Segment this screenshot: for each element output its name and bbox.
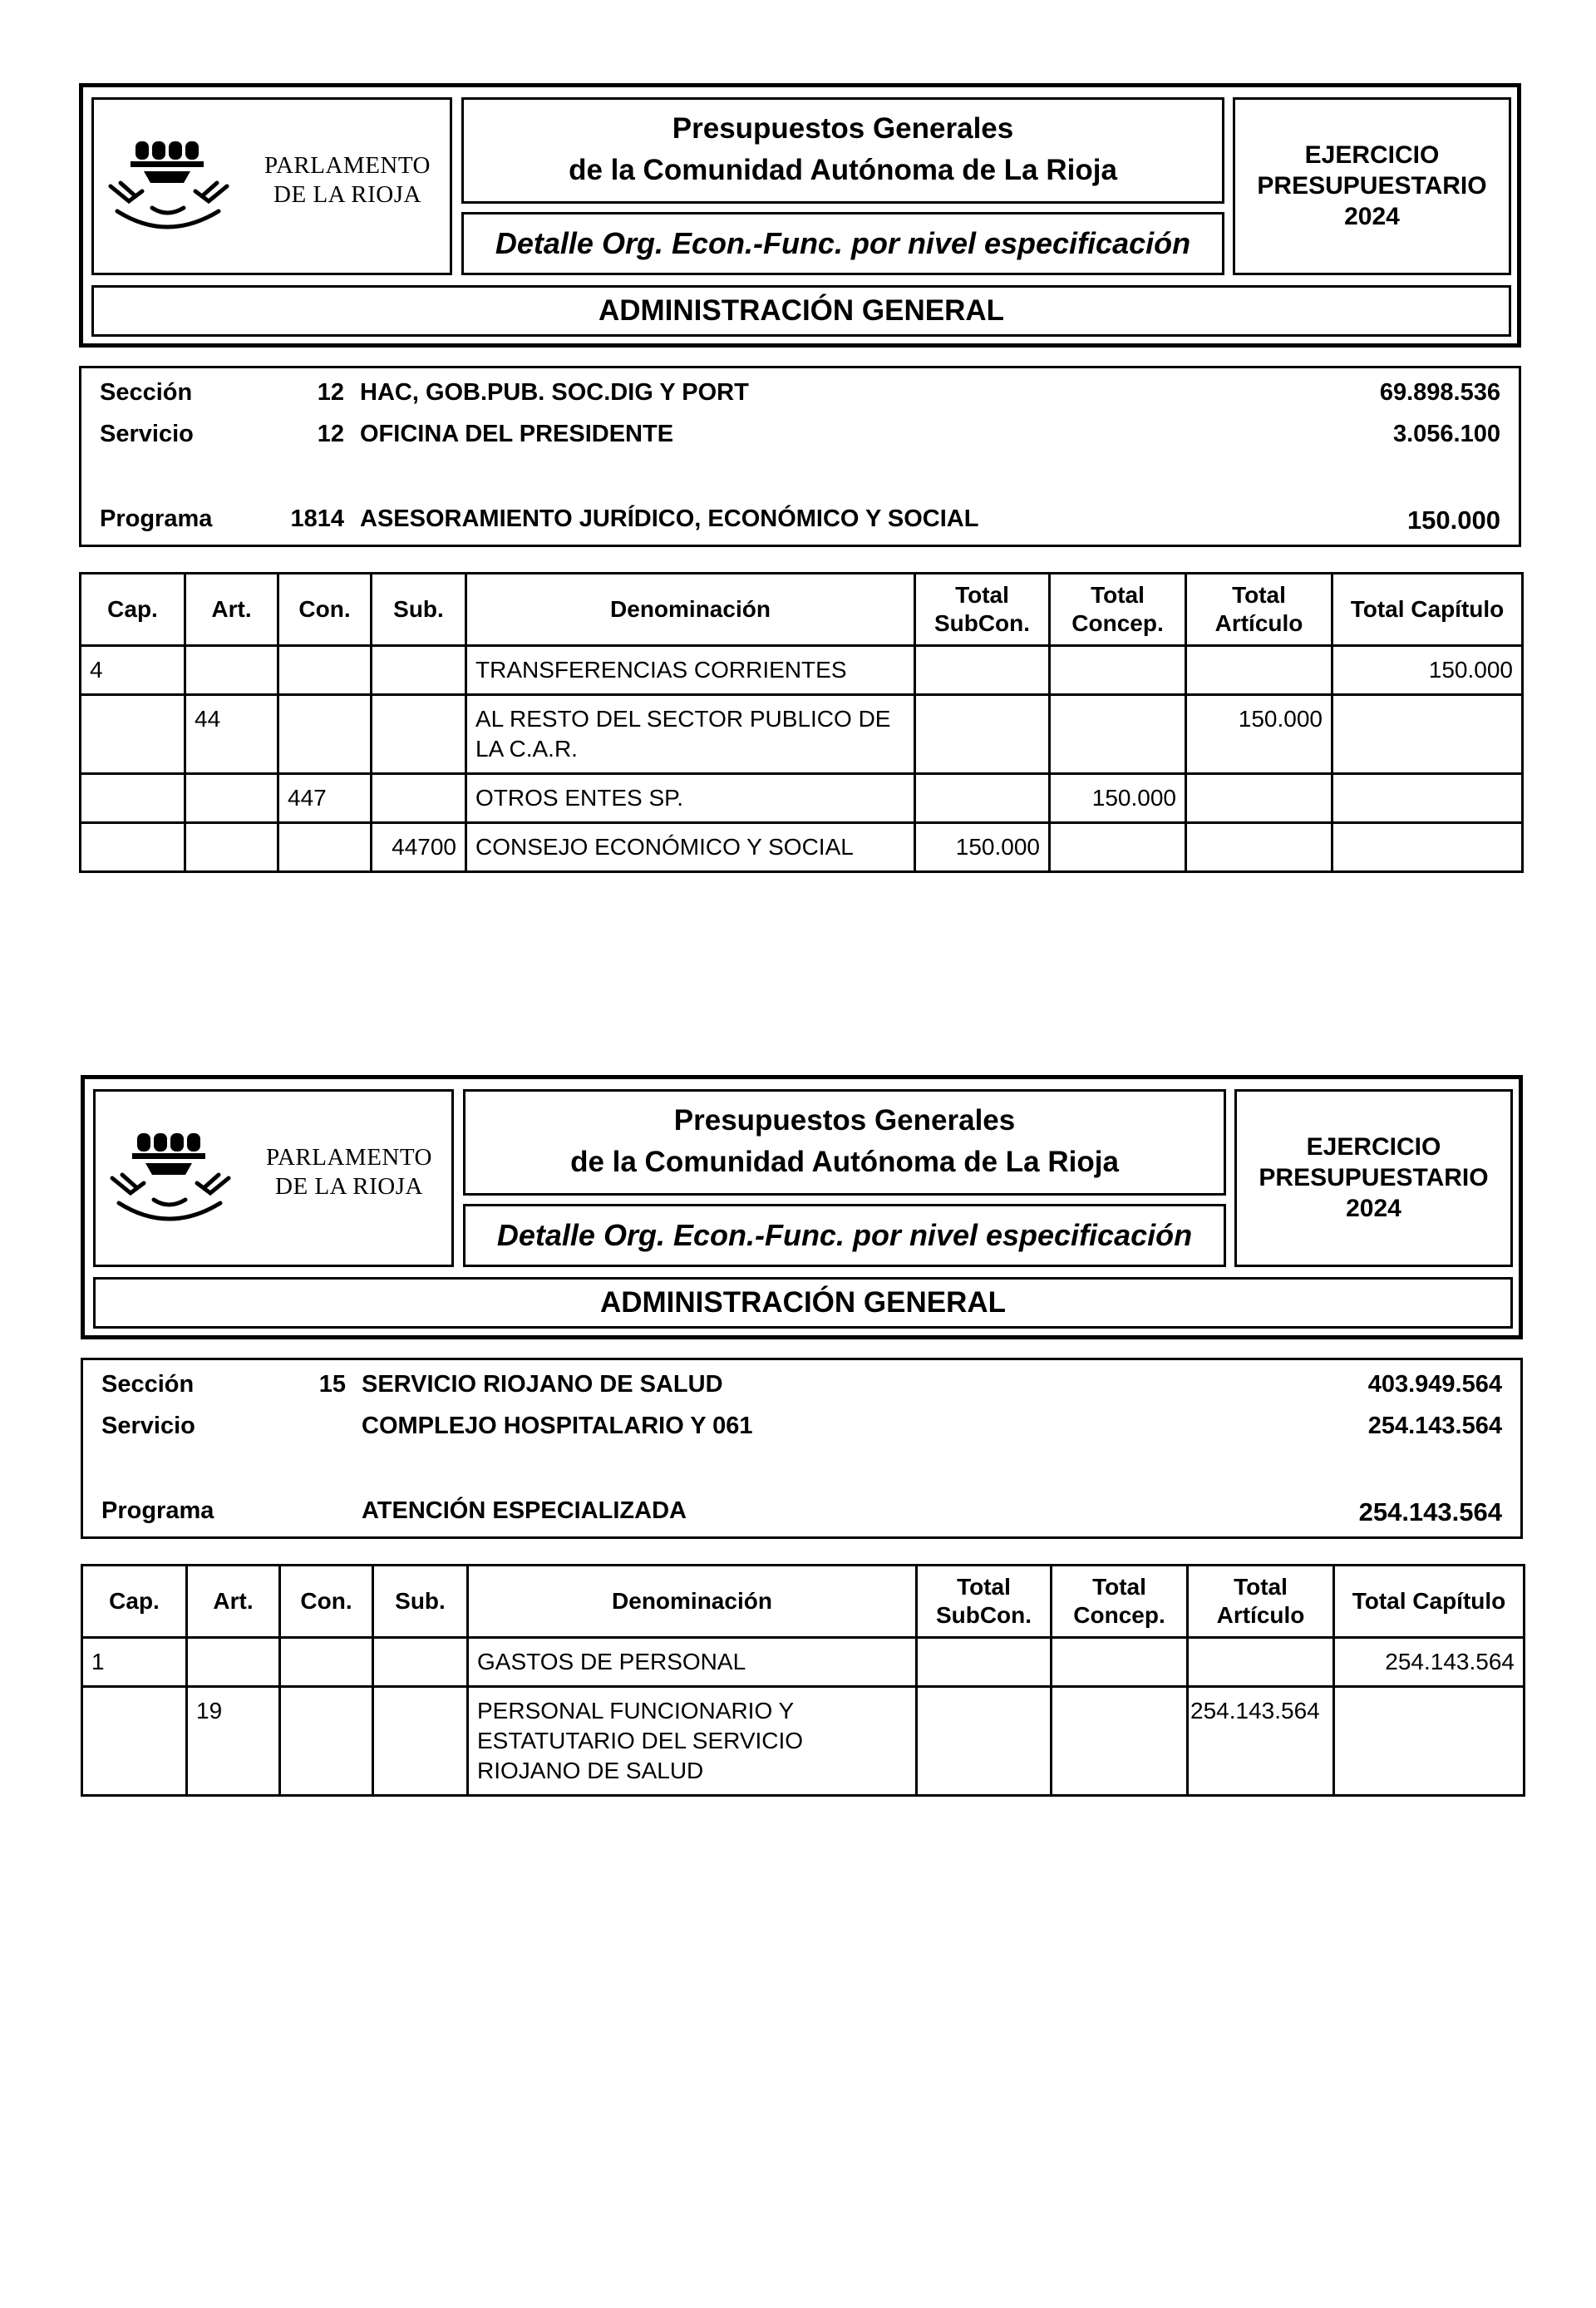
- cell-total-capitulo: 150.000: [1332, 646, 1523, 695]
- col-header-con: Con.: [278, 574, 372, 646]
- cell-con: [278, 646, 372, 695]
- budget-block-1: [79, 83, 1521, 873]
- cell-total-articulo: [1186, 774, 1332, 823]
- logo-text-line2: DE LA RIOJA: [273, 181, 421, 208]
- cell-denominacion: GASTOS DE PERSONAL: [468, 1638, 917, 1687]
- fiscal-year-box: [1233, 97, 1511, 275]
- title-line2: de la Comunidad Autónoma de La Rioja: [569, 154, 1117, 186]
- cell-sub: [372, 695, 466, 774]
- col-header-denominacion: Denominación: [466, 574, 915, 646]
- col-header-total-capitulo: Total Capítulo: [1332, 574, 1523, 646]
- programa-amount: 254.143.564: [1358, 1497, 1502, 1526]
- programa-label: Programa: [101, 1497, 214, 1524]
- cell-total-concep: [1052, 1687, 1188, 1796]
- cell-total-concep: [1050, 646, 1186, 695]
- subtitle-text: Detalle Org. Econ.-Func. por nivel especificación: [495, 226, 1191, 260]
- cell-cap: [82, 1687, 187, 1796]
- cell-con: [278, 823, 372, 872]
- cell-denominacion: CONSEJO ECONÓMICO Y SOCIAL: [466, 823, 915, 872]
- year-line1: EJERCICIO: [1306, 1133, 1441, 1161]
- cell-denominacion: PERSONAL FUNCIONARIO Y ESTATUTARIO DEL SERVICIO RIOJANO DE SALUD: [468, 1687, 917, 1796]
- document-title: [463, 1089, 1226, 1196]
- servicio-amount: 254.143.564: [1367, 1413, 1502, 1439]
- logo-text: [252, 151, 443, 210]
- col-header-art: Art.: [185, 574, 278, 646]
- logo-text: [254, 1143, 445, 1201]
- programa-label: Programa: [100, 505, 213, 532]
- subtitle-text: Detalle Org. Econ.-Func. por nivel especificación: [496, 1218, 1193, 1252]
- cell-con: 447: [278, 774, 372, 823]
- servicio-label: Servicio: [100, 421, 194, 447]
- cell-total-concep: [1052, 1638, 1188, 1687]
- seccion-code: 15: [318, 1371, 346, 1398]
- cell-total-articulo: [1188, 1638, 1334, 1687]
- cell-total-subcon: [915, 646, 1050, 695]
- servicio-amount: 3.056.100: [1392, 421, 1500, 447]
- document-subtitle: [461, 212, 1224, 275]
- table-row: [81, 646, 1523, 695]
- cell-art: [187, 1638, 280, 1687]
- cell-sub: 44700: [372, 823, 466, 872]
- col-header-art: Art.: [187, 1566, 280, 1638]
- servicio-name: OFICINA DEL PRESIDENTE: [360, 421, 674, 447]
- col-header-total-articulo: Total Artículo: [1188, 1566, 1334, 1638]
- cell-cap: [81, 774, 185, 823]
- seccion-name: HAC, GOB.PUB. SOC.DIG Y PORT: [360, 379, 749, 406]
- seccion-label: Sección: [101, 1371, 195, 1398]
- servicio-row: [81, 421, 1519, 454]
- table-row: [82, 1638, 1525, 1687]
- cell-art: [185, 774, 278, 823]
- cell-total-subcon: [915, 695, 1050, 774]
- servicio-name: COMPLEJO HOSPITALARIO Y 061: [362, 1413, 753, 1439]
- parliament-logo-icon: [104, 1127, 249, 1235]
- col-header-con: Con.: [280, 1566, 373, 1638]
- fiscal-year-box: [1234, 1089, 1513, 1267]
- logo-text-line2: DE LA RIOJA: [275, 1173, 423, 1200]
- title-line2: de la Comunidad Autónoma de La Rioja: [570, 1146, 1119, 1178]
- cell-con: [280, 1687, 373, 1796]
- cell-total-subcon: [917, 1638, 1052, 1687]
- year-line3: 2024: [1346, 1195, 1401, 1222]
- cell-total-subcon: [915, 774, 1050, 823]
- cell-total-articulo: 254.143.564: [1188, 1687, 1334, 1796]
- cell-con: [280, 1638, 373, 1687]
- col-header-total-subcon: Total SubCon.: [917, 1566, 1052, 1638]
- servicio-row: [83, 1413, 1520, 1446]
- admin-text: ADMINISTRACIÓN GENERAL: [598, 294, 1005, 327]
- cell-total-articulo: [1186, 823, 1332, 872]
- programa-name: ASESORAMIENTO JURÍDICO, ECONÓMICO Y SOCIAL: [360, 505, 979, 532]
- title-line1: Presupuestos Generales: [672, 112, 1014, 145]
- cell-denominacion: AL RESTO DEL SECTOR PUBLICO DE LA C.A.R.: [466, 695, 915, 774]
- col-header-denominacion: Denominación: [468, 1566, 917, 1638]
- admin-text: ADMINISTRACIÓN GENERAL: [599, 1286, 1007, 1319]
- cell-denominacion: TRANSFERENCIAS CORRIENTES: [466, 646, 915, 695]
- seccion-row: [81, 379, 1519, 412]
- table-header-row: [81, 574, 1523, 646]
- cell-cap: 1: [82, 1638, 187, 1687]
- table-row: [82, 1687, 1525, 1796]
- col-header-total-concep: Total Concep.: [1052, 1566, 1188, 1638]
- cell-art: [185, 646, 278, 695]
- cell-art: 44: [185, 695, 278, 774]
- cell-total-articulo: 150.000: [1186, 695, 1332, 774]
- cell-total-concep: [1050, 695, 1186, 774]
- col-header-cap: Cap.: [81, 574, 185, 646]
- document-subtitle: [463, 1204, 1226, 1267]
- col-header-total-articulo: Total Artículo: [1186, 574, 1332, 646]
- table-header-row: [82, 1566, 1525, 1638]
- cell-total-capitulo: [1332, 774, 1523, 823]
- col-header-total-concep: Total Concep.: [1050, 574, 1186, 646]
- admin-banner: [93, 1277, 1513, 1329]
- programa-amount: 150.000: [1406, 505, 1500, 535]
- cell-art: [185, 823, 278, 872]
- col-header-total-capitulo: Total Capítulo: [1334, 1566, 1525, 1638]
- year-line3: 2024: [1344, 203, 1400, 230]
- cell-sub: [373, 1687, 468, 1796]
- cell-sub: [372, 774, 466, 823]
- col-header-cap: Cap.: [82, 1566, 187, 1638]
- cell-art: 19: [187, 1687, 280, 1796]
- cell-sub: [372, 646, 466, 695]
- servicio-label: Servicio: [101, 1413, 195, 1439]
- cell-total-capitulo: [1332, 695, 1523, 774]
- servicio-code: 12: [317, 421, 344, 447]
- logo-cell: [91, 97, 452, 275]
- year-line2: PRESUPUESTARIO: [1259, 1164, 1489, 1191]
- parliament-logo-icon: [102, 135, 248, 243]
- cell-cap: [81, 823, 185, 872]
- year-line2: PRESUPUESTARIO: [1257, 172, 1487, 200]
- programa-code: 1814: [290, 505, 344, 532]
- cell-cap: 4: [81, 646, 185, 695]
- seccion-amount: 69.898.536: [1379, 379, 1500, 406]
- cell-cap: [81, 695, 185, 774]
- document-header: [81, 1075, 1523, 1339]
- budget-block-2: [81, 1075, 1523, 1797]
- logo-cell: [93, 1089, 454, 1267]
- seccion-code: 12: [317, 379, 344, 406]
- cell-con: [278, 695, 372, 774]
- cell-total-capitulo: 254.143.564: [1334, 1638, 1525, 1687]
- document-title: [461, 97, 1224, 204]
- cell-total-subcon: 150.000: [915, 823, 1050, 872]
- seccion-row: [83, 1371, 1520, 1404]
- document-header: [79, 83, 1521, 348]
- cell-total-articulo: [1186, 646, 1332, 695]
- cell-denominacion: OTROS ENTES SP.: [466, 774, 915, 823]
- org-info-box: [79, 366, 1521, 547]
- logo-text-line1: PARLAMENTO: [266, 1144, 432, 1171]
- seccion-label: Sección: [100, 379, 193, 406]
- cell-total-concep: 150.000: [1050, 774, 1186, 823]
- cell-total-capitulo: [1334, 1687, 1525, 1796]
- cell-total-concep: [1050, 823, 1186, 872]
- cell-sub: [373, 1638, 468, 1687]
- seccion-name: SERVICIO RIOJANO DE SALUD: [362, 1371, 723, 1398]
- cell-total-capitulo: [1332, 823, 1523, 872]
- programa-name: ATENCIÓN ESPECIALIZADA: [362, 1497, 687, 1524]
- col-header-sub: Sub.: [372, 574, 466, 646]
- title-line1: Presupuestos Generales: [673, 1104, 1016, 1137]
- col-header-total-subcon: Total SubCon.: [915, 574, 1050, 646]
- programa-row: [81, 505, 1519, 539]
- admin-banner: [91, 285, 1511, 337]
- year-line1: EJERCICIO: [1304, 141, 1440, 169]
- seccion-amount: 403.949.564: [1367, 1371, 1502, 1398]
- table-row: [81, 823, 1523, 872]
- programa-row: [83, 1497, 1520, 1531]
- table-row: [81, 774, 1523, 823]
- table-row: [81, 695, 1523, 774]
- budget-detail-table: [81, 1564, 1525, 1797]
- cell-total-subcon: [917, 1687, 1052, 1796]
- col-header-sub: Sub.: [373, 1566, 468, 1638]
- budget-detail-table: [79, 572, 1524, 873]
- logo-text-line1: PARLAMENTO: [264, 152, 431, 179]
- org-info-box: [81, 1358, 1523, 1539]
